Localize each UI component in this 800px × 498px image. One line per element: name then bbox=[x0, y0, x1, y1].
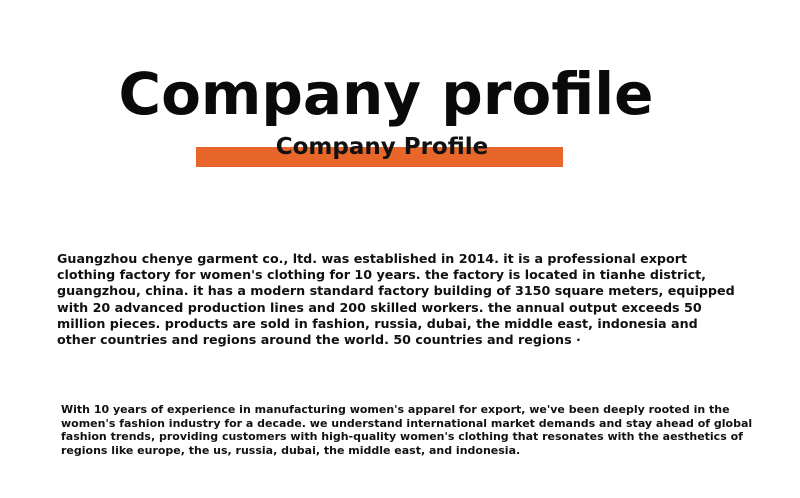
experience-paragraph: With 10 years of experience in manufacturing women's apparel for export, we've been deeply rooted in the women's fashion industry for a decade. we understand international market demands and stay ahead of global fashion trends, providing customers with high-quality women's clothing that resonates with the aesthetics of regions like europe, the us, russia, dubai, the middle east, and indonesia. bbox=[61, 403, 753, 457]
page-subtitle: Company Profile bbox=[275, 134, 489, 160]
company-description-paragraph: Guangzhou chenye garment co., ltd. was established in 2014. it is a professional export clothing factory for women's clothing for 10 years. the factory is located in tianhe district, guangzhou, china. it has a modern standard factory building of 3150 square meters, equipped with 20 advanced production lines and 200 skilled workers. the annual output exceeds 50 million pieces. products are sold in fashion, russia, dubai, the middle east, indonesia and other countries and regions around the world. 50 countries and regions · bbox=[57, 251, 735, 348]
page-title: Company profile bbox=[118, 60, 654, 128]
